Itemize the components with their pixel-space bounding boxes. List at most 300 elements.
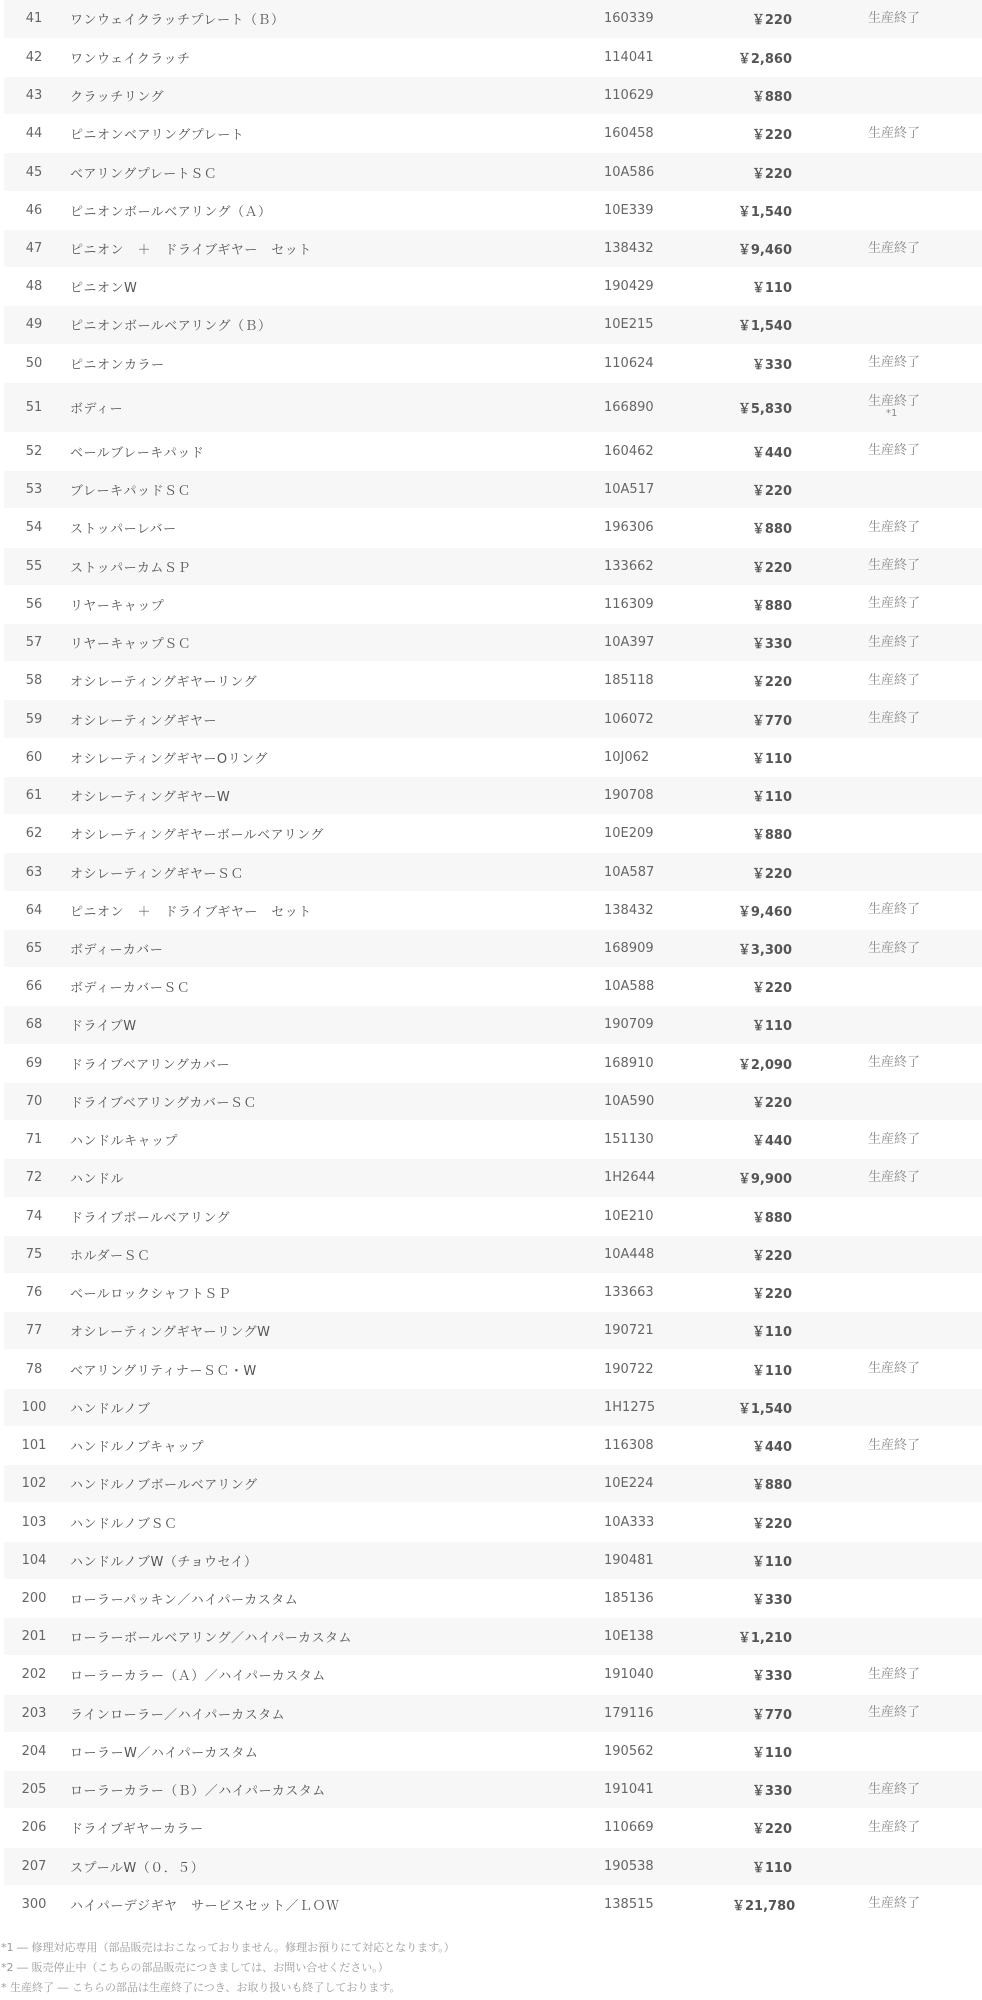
part-status (792, 1771, 982, 1809)
part-row (4, 1006, 982, 1044)
part-status (792, 76, 982, 114)
part-name: リヤーキャップ (64, 585, 604, 623)
part-price: ￥5,830 (732, 382, 792, 432)
part-name: ピニオンW (64, 268, 604, 306)
part-price: ￥2,090 (732, 1044, 792, 1082)
part-row (4, 344, 982, 382)
part-code: 114041 (604, 38, 732, 76)
part-number: 41 (4, 0, 64, 38)
part-status-label: 生産終了 (868, 125, 921, 141)
part-name: ドライブベアリングカバー (64, 1044, 604, 1082)
part-name: ハンドル (64, 1159, 604, 1197)
part-number: 72 (4, 1159, 64, 1197)
part-row (4, 1809, 982, 1847)
part-status (792, 344, 982, 382)
part-status (792, 776, 982, 814)
part-name: ドライブボールベアリング (64, 1197, 604, 1235)
part-status (792, 700, 982, 738)
part-price: ￥880 (732, 1197, 792, 1235)
part-number: 61 (4, 776, 64, 814)
part-name: ローラーカラー（Ｂ）／ハイパーカスタム (64, 1771, 604, 1809)
part-number: 206 (4, 1809, 64, 1847)
part-status-label: 生産終了 (868, 634, 921, 650)
part-status (792, 1809, 982, 1847)
part-status (792, 891, 982, 929)
part-price: ￥770 (732, 1694, 792, 1732)
part-status (792, 1656, 982, 1694)
part-price: ￥110 (732, 268, 792, 306)
part-name: ワンウェイクラッチ (64, 38, 604, 76)
part-number: 54 (4, 509, 64, 547)
part-price: ￥21,780 (732, 1885, 792, 1923)
part-code: 10A517 (604, 471, 732, 509)
part-status (792, 1732, 982, 1770)
part-code: 185136 (604, 1579, 732, 1617)
part-code: 10A588 (604, 968, 732, 1006)
part-number: 63 (4, 853, 64, 891)
part-price: ￥220 (732, 662, 792, 700)
part-number: 207 (4, 1847, 64, 1885)
part-row (4, 1044, 982, 1082)
part-code: 133663 (604, 1274, 732, 1312)
part-status (792, 1235, 982, 1273)
part-code: 190722 (604, 1350, 732, 1388)
part-row (4, 191, 982, 229)
part-number: 66 (4, 968, 64, 1006)
part-status-label: 生産終了 (868, 355, 921, 371)
part-status-label: 生産終了 (868, 672, 921, 688)
part-code: 190721 (604, 1312, 732, 1350)
part-row (4, 1656, 982, 1694)
part-code: 10A397 (604, 624, 732, 662)
part-code: 160462 (604, 432, 732, 470)
part-price: ￥1,540 (732, 306, 792, 344)
part-row (4, 1235, 982, 1273)
part-number: 46 (4, 191, 64, 229)
part-name: ベールロックシャフトＳＰ (64, 1274, 604, 1312)
part-code: 168909 (604, 929, 732, 967)
part-row (4, 1503, 982, 1541)
part-price: ￥2,860 (732, 38, 792, 76)
part-row (4, 38, 982, 76)
part-number: 52 (4, 432, 64, 470)
part-number: 44 (4, 115, 64, 153)
part-name: ハンドルノブW（チョウセイ） (64, 1541, 604, 1579)
part-row (4, 929, 982, 967)
part-row (4, 1694, 982, 1732)
part-name: ピニオンボールベアリング（Ｂ） (64, 306, 604, 344)
part-price: ￥880 (732, 509, 792, 547)
part-price: ￥110 (732, 776, 792, 814)
part-row (4, 1885, 982, 1923)
part-name: ホルダーＳＣ (64, 1235, 604, 1273)
part-code: 110629 (604, 76, 732, 114)
part-name: ベールブレーキパッド (64, 432, 604, 470)
part-code: 190708 (604, 776, 732, 814)
part-status (792, 382, 982, 432)
part-row (4, 471, 982, 509)
part-code: 10E138 (604, 1618, 732, 1656)
part-price: ￥220 (732, 1235, 792, 1273)
part-status-label: 生産終了 (868, 1055, 921, 1071)
part-name: オシレーティングギヤーＳＣ (64, 853, 604, 891)
part-row (4, 229, 982, 267)
part-row (4, 853, 982, 891)
part-status-label: 生産終了 (868, 519, 921, 535)
part-row (4, 0, 982, 38)
part-status-label: 生産終了 (868, 1437, 921, 1453)
part-price: ￥330 (732, 624, 792, 662)
part-status-label: 生産終了 (868, 1361, 921, 1377)
part-code: 10A333 (604, 1503, 732, 1541)
part-name: ローラーパッキン／ハイパーカスタム (64, 1579, 604, 1617)
part-number: 48 (4, 268, 64, 306)
part-status (792, 1197, 982, 1235)
part-number: 42 (4, 38, 64, 76)
part-status (792, 1618, 982, 1656)
part-status (792, 1312, 982, 1350)
part-row (4, 382, 982, 432)
part-number: 77 (4, 1312, 64, 1350)
part-row (4, 306, 982, 344)
part-status (792, 0, 982, 38)
part-number: 70 (4, 1082, 64, 1120)
part-row (4, 1274, 982, 1312)
part-row (4, 1388, 982, 1426)
part-code: 116309 (604, 585, 732, 623)
part-name: ハンドルノブボールベアリング (64, 1465, 604, 1503)
part-name: クラッチリング (64, 76, 604, 114)
part-status (792, 1082, 982, 1120)
part-status-label: 生産終了 (868, 596, 921, 612)
part-price: ￥880 (732, 815, 792, 853)
part-row (4, 738, 982, 776)
part-row (4, 700, 982, 738)
part-number: 74 (4, 1197, 64, 1235)
part-code: 166890 (604, 382, 732, 432)
part-status-label: 生産終了 (868, 10, 921, 26)
part-price: ￥9,900 (732, 1159, 792, 1197)
part-status-label: 生産終了 (868, 940, 921, 956)
part-status (792, 229, 982, 267)
part-code: 160458 (604, 115, 732, 153)
part-number: 76 (4, 1274, 64, 1312)
part-status-label: 生産終了 (868, 1705, 921, 1721)
part-status (792, 1847, 982, 1885)
part-row (4, 662, 982, 700)
part-status (792, 153, 982, 191)
part-number: 53 (4, 471, 64, 509)
part-status (792, 1121, 982, 1159)
part-number: 201 (4, 1618, 64, 1656)
part-status (792, 1503, 982, 1541)
part-status (792, 662, 982, 700)
part-code: 190562 (604, 1732, 732, 1770)
part-row (4, 815, 982, 853)
part-code: 116308 (604, 1426, 732, 1464)
part-price: ￥110 (732, 738, 792, 776)
part-price: ￥880 (732, 585, 792, 623)
part-code: 151130 (604, 1121, 732, 1159)
part-status (792, 1159, 982, 1197)
part-name: ワンウェイクラッチプレート（Ｂ） (64, 0, 604, 38)
part-number: 71 (4, 1121, 64, 1159)
part-name: ボディー (64, 382, 604, 432)
part-status (792, 115, 982, 153)
part-status (792, 38, 982, 76)
part-price: ￥110 (732, 1847, 792, 1885)
part-code: 10E339 (604, 191, 732, 229)
part-price: ￥330 (732, 344, 792, 382)
part-price: ￥330 (732, 1771, 792, 1809)
part-status (792, 1274, 982, 1312)
part-row (4, 1618, 982, 1656)
part-row (4, 1771, 982, 1809)
part-price: ￥220 (732, 1503, 792, 1541)
part-number: 200 (4, 1579, 64, 1617)
part-code: 1H2644 (604, 1159, 732, 1197)
part-status (792, 1885, 982, 1923)
part-price: ￥9,460 (732, 229, 792, 267)
part-status (792, 1006, 982, 1044)
part-number: 102 (4, 1465, 64, 1503)
part-price: ￥220 (732, 1274, 792, 1312)
part-code: 191041 (604, 1771, 732, 1809)
part-status (792, 432, 982, 470)
part-row (4, 585, 982, 623)
part-status (792, 1465, 982, 1503)
part-status-label: 生産終了 (868, 1131, 921, 1147)
part-name: ドライブギヤーカラー (64, 1809, 604, 1847)
part-code: 1H1275 (604, 1388, 732, 1426)
part-number: 59 (4, 700, 64, 738)
part-status-label: 生産終了 (868, 1666, 921, 1682)
part-row (4, 1465, 982, 1503)
part-number: 103 (4, 1503, 64, 1541)
part-status (792, 1579, 982, 1617)
part-price: ￥440 (732, 1121, 792, 1159)
part-status (792, 1426, 982, 1464)
part-number: 68 (4, 1006, 64, 1044)
part-number: 58 (4, 662, 64, 700)
part-number: 55 (4, 547, 64, 585)
part-number: 69 (4, 1044, 64, 1082)
part-code: 10A590 (604, 1082, 732, 1120)
part-row (4, 1350, 982, 1388)
part-row (4, 1426, 982, 1464)
part-status (792, 1388, 982, 1426)
part-status (792, 853, 982, 891)
part-name: ストッパーカムＳＰ (64, 547, 604, 585)
part-price: ￥110 (732, 1312, 792, 1350)
part-price: ￥110 (732, 1732, 792, 1770)
part-number: 78 (4, 1350, 64, 1388)
part-price: ￥220 (732, 471, 792, 509)
part-row (4, 268, 982, 306)
part-status (792, 191, 982, 229)
part-row (4, 1312, 982, 1350)
part-number: 300 (4, 1885, 64, 1923)
part-price: ￥220 (732, 853, 792, 891)
part-status-label: 生産終了 (868, 443, 921, 459)
part-number: 101 (4, 1426, 64, 1464)
part-price: ￥1,540 (732, 1388, 792, 1426)
part-status-label: 生産終了 (868, 1896, 921, 1912)
part-code: 138515 (604, 1885, 732, 1923)
part-name: ハンドルノブキャップ (64, 1426, 604, 1464)
part-name: ハンドルキャップ (64, 1121, 604, 1159)
part-status (792, 929, 982, 967)
part-price: ￥220 (732, 0, 792, 38)
footnote-repair-only: *1 ― 修理対応専用（部品販売はおこなっておりません。修理お預りにて対応となります。） (1, 1941, 455, 1954)
part-row (4, 968, 982, 1006)
part-code: 185118 (604, 662, 732, 700)
part-row (4, 153, 982, 191)
part-row (4, 432, 982, 470)
part-row (4, 1159, 982, 1197)
part-number: 100 (4, 1388, 64, 1426)
part-name: ローラーボールベアリング／ハイパーカスタム (64, 1618, 604, 1656)
part-name: ラインローラー／ハイパーカスタム (64, 1694, 604, 1732)
part-status-label: 生産終了 (868, 1819, 921, 1835)
part-code: 10A448 (604, 1235, 732, 1273)
part-code: 133662 (604, 547, 732, 585)
part-row (4, 776, 982, 814)
part-name: ボディーカバーＳＣ (64, 968, 604, 1006)
part-price: ￥110 (732, 1350, 792, 1388)
part-name: ローラーW／ハイパーカスタム (64, 1732, 604, 1770)
part-name: ピニオンベアリングプレート (64, 115, 604, 153)
part-name: ピニオン ＋ ドライブギヤー セット (64, 891, 604, 929)
part-code: 190709 (604, 1006, 732, 1044)
footnote-discontinued: * 生産終了 ― こちらの部品は生産終了につき、お取り扱いも終了しております。 (1, 1981, 401, 1994)
part-price: ￥880 (732, 1465, 792, 1503)
part-code: 106072 (604, 700, 732, 738)
part-price: ￥220 (732, 153, 792, 191)
part-status (792, 306, 982, 344)
part-price: ￥880 (732, 76, 792, 114)
part-name: ピニオンカラー (64, 344, 604, 382)
part-name: オシレーティングギヤーボールベアリング (64, 815, 604, 853)
part-code: 10J062 (604, 738, 732, 776)
part-status-label: 生産終了 (868, 1169, 921, 1185)
part-name: オシレーティングギヤーW (64, 776, 604, 814)
part-status-label: 生産終了 (868, 394, 921, 410)
part-price: ￥3,300 (732, 929, 792, 967)
part-number: 204 (4, 1732, 64, 1770)
part-status-label: 生産終了 (868, 711, 921, 727)
part-status (792, 1694, 982, 1732)
part-status (792, 1044, 982, 1082)
part-price: ￥220 (732, 1809, 792, 1847)
part-row (4, 1579, 982, 1617)
part-status (792, 471, 982, 509)
part-status-label: 生産終了 (868, 558, 921, 574)
part-number: 64 (4, 891, 64, 929)
part-number: 43 (4, 76, 64, 114)
part-number: 104 (4, 1541, 64, 1579)
part-name: ハイパーデジギヤ サービスセット／ＬＯＷ (64, 1885, 604, 1923)
part-price: ￥1,210 (732, 1618, 792, 1656)
part-code: 138432 (604, 229, 732, 267)
part-status (792, 268, 982, 306)
part-price: ￥9,460 (732, 891, 792, 929)
part-name: ベアリングプレートＳＣ (64, 153, 604, 191)
part-number: 65 (4, 929, 64, 967)
part-number: 57 (4, 624, 64, 662)
part-row (4, 624, 982, 662)
part-status (792, 1350, 982, 1388)
part-name: スプールW（０．５） (64, 1847, 604, 1885)
part-name: ハンドルノブ (64, 1388, 604, 1426)
part-code: 10A587 (604, 853, 732, 891)
part-status (792, 624, 982, 662)
part-code: 10E209 (604, 815, 732, 853)
part-status-label: 生産終了 (868, 1781, 921, 1797)
part-number: 51 (4, 382, 64, 432)
part-name: ベアリングリティナーＳＣ・W (64, 1350, 604, 1388)
part-price: ￥220 (732, 1082, 792, 1120)
part-name: ピニオンボールベアリング（Ａ） (64, 191, 604, 229)
part-status (792, 815, 982, 853)
part-code: 10A586 (604, 153, 732, 191)
part-number: 60 (4, 738, 64, 776)
part-code: 10E224 (604, 1465, 732, 1503)
part-price: ￥110 (732, 1006, 792, 1044)
part-name: リヤーキャップＳＣ (64, 624, 604, 662)
part-code: 190538 (604, 1847, 732, 1885)
part-name: オシレーティングギヤー (64, 700, 604, 738)
part-name: ピニオン ＋ ドライブギヤー セット (64, 229, 604, 267)
footnotes (0, 1938, 982, 1998)
footnote-sales-suspended: *2 ― 販売停止中（こちらの部品販売につきましては、お問い合せください。） (1, 1961, 389, 1974)
part-status (792, 968, 982, 1006)
part-number: 49 (4, 306, 64, 344)
part-name: ブレーキパッドＳＣ (64, 471, 604, 509)
part-row (4, 547, 982, 585)
part-status-note: *1 (886, 408, 898, 420)
part-code: 191040 (604, 1656, 732, 1694)
part-status (792, 547, 982, 585)
part-code: 160339 (604, 0, 732, 38)
part-row (4, 1541, 982, 1579)
part-price: ￥440 (732, 432, 792, 470)
part-name: ハンドルノブＳＣ (64, 1503, 604, 1541)
part-price: ￥220 (732, 968, 792, 1006)
part-row (4, 115, 982, 153)
part-name: ドライブW (64, 1006, 604, 1044)
part-name: オシレーティングギヤーリングW (64, 1312, 604, 1350)
parts-list-body (4, 0, 982, 1923)
part-name: ボディーカバー (64, 929, 604, 967)
part-number: 56 (4, 585, 64, 623)
part-code: 138432 (604, 891, 732, 929)
part-code: 10E215 (604, 306, 732, 344)
part-row (4, 1121, 982, 1159)
part-price: ￥770 (732, 700, 792, 738)
part-number: 202 (4, 1656, 64, 1694)
part-price: ￥330 (732, 1656, 792, 1694)
part-code: 179116 (604, 1694, 732, 1732)
part-price: ￥220 (732, 547, 792, 585)
part-row (4, 1847, 982, 1885)
part-code: 190429 (604, 268, 732, 306)
part-row (4, 1732, 982, 1770)
parts-list-table (4, 0, 982, 1924)
part-status (792, 738, 982, 776)
part-name: オシレーティングギヤーリング (64, 662, 604, 700)
part-number: 203 (4, 1694, 64, 1732)
